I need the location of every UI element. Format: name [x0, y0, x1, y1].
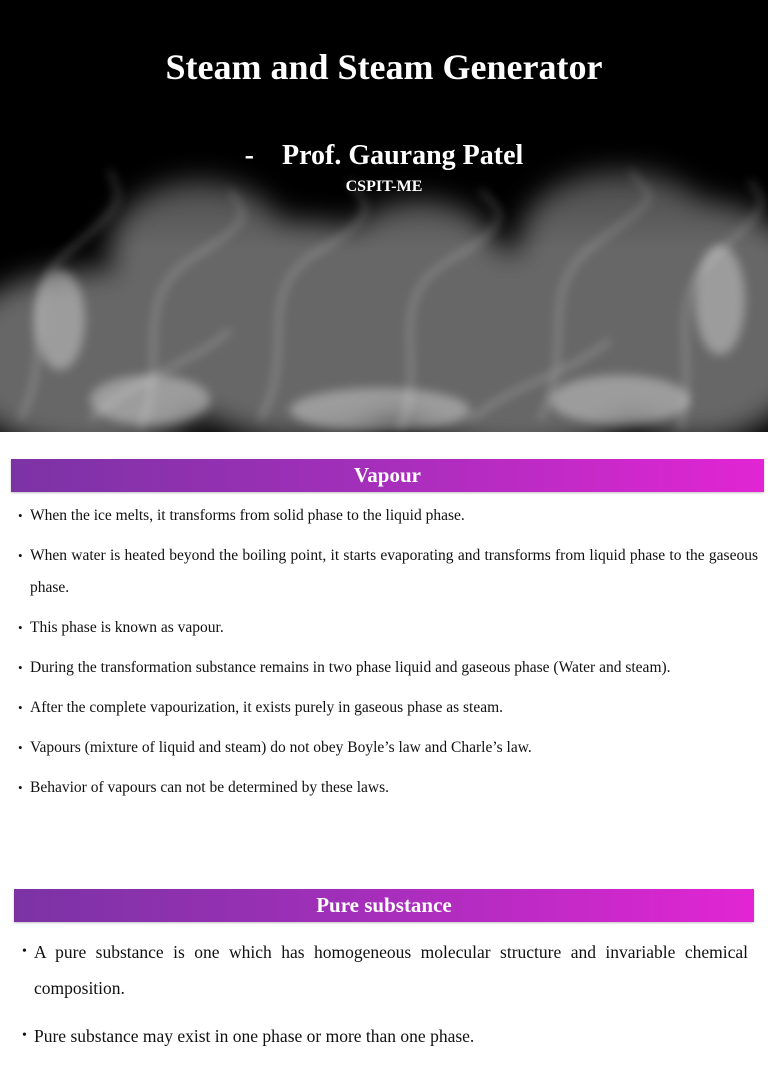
title-slide: [0, 0, 768, 432]
list-item: • A pure substance is one which has homogeneous molecular structure and invariable chemical composition.: [22, 934, 748, 1006]
list-item: • When water is heated beyond the boiling point, it starts evaporating and transforms from liquid phase to the gaseous phase.: [18, 540, 758, 604]
affiliation: CSPIT-ME: [345, 178, 423, 195]
pure-substance-bullet-list: [22, 934, 748, 1066]
list-item: • When the ice melts, it transforms from solid phase to the liquid phase.: [18, 500, 758, 532]
list-item: • Vapours (mixture of liquid and steam) do not obey Boyle’s law and Charle’s law.: [18, 732, 758, 764]
pure-substance-heading: Pure substance: [316, 893, 452, 917]
vapour-heading-banner: [11, 459, 764, 492]
list-item: • During the transformation substance remains in two phase liquid and gaseous phase (Water and steam).: [18, 652, 758, 684]
list-item: • This phase is known as vapour.: [18, 612, 758, 644]
list-item: • Behavior of vapours can not be determined by these laws.: [18, 772, 758, 804]
slide-divider: [0, 432, 768, 438]
vapour-bullet-list: [18, 500, 758, 812]
vapour-heading: Vapour: [354, 463, 421, 487]
author-dash: -: [244, 140, 254, 171]
author-name: Prof. Gaurang Patel: [281, 140, 524, 171]
list-item: • Pure substance may exist in one phase or more than one phase.: [22, 1018, 748, 1054]
list-item: • After the complete vapourization, it exists purely in gaseous phase as steam.: [18, 692, 758, 724]
author-line: [0, 140, 768, 172]
slide-title: Steam and Steam Generator: [165, 47, 603, 87]
pure-substance-heading-banner: [14, 889, 754, 922]
